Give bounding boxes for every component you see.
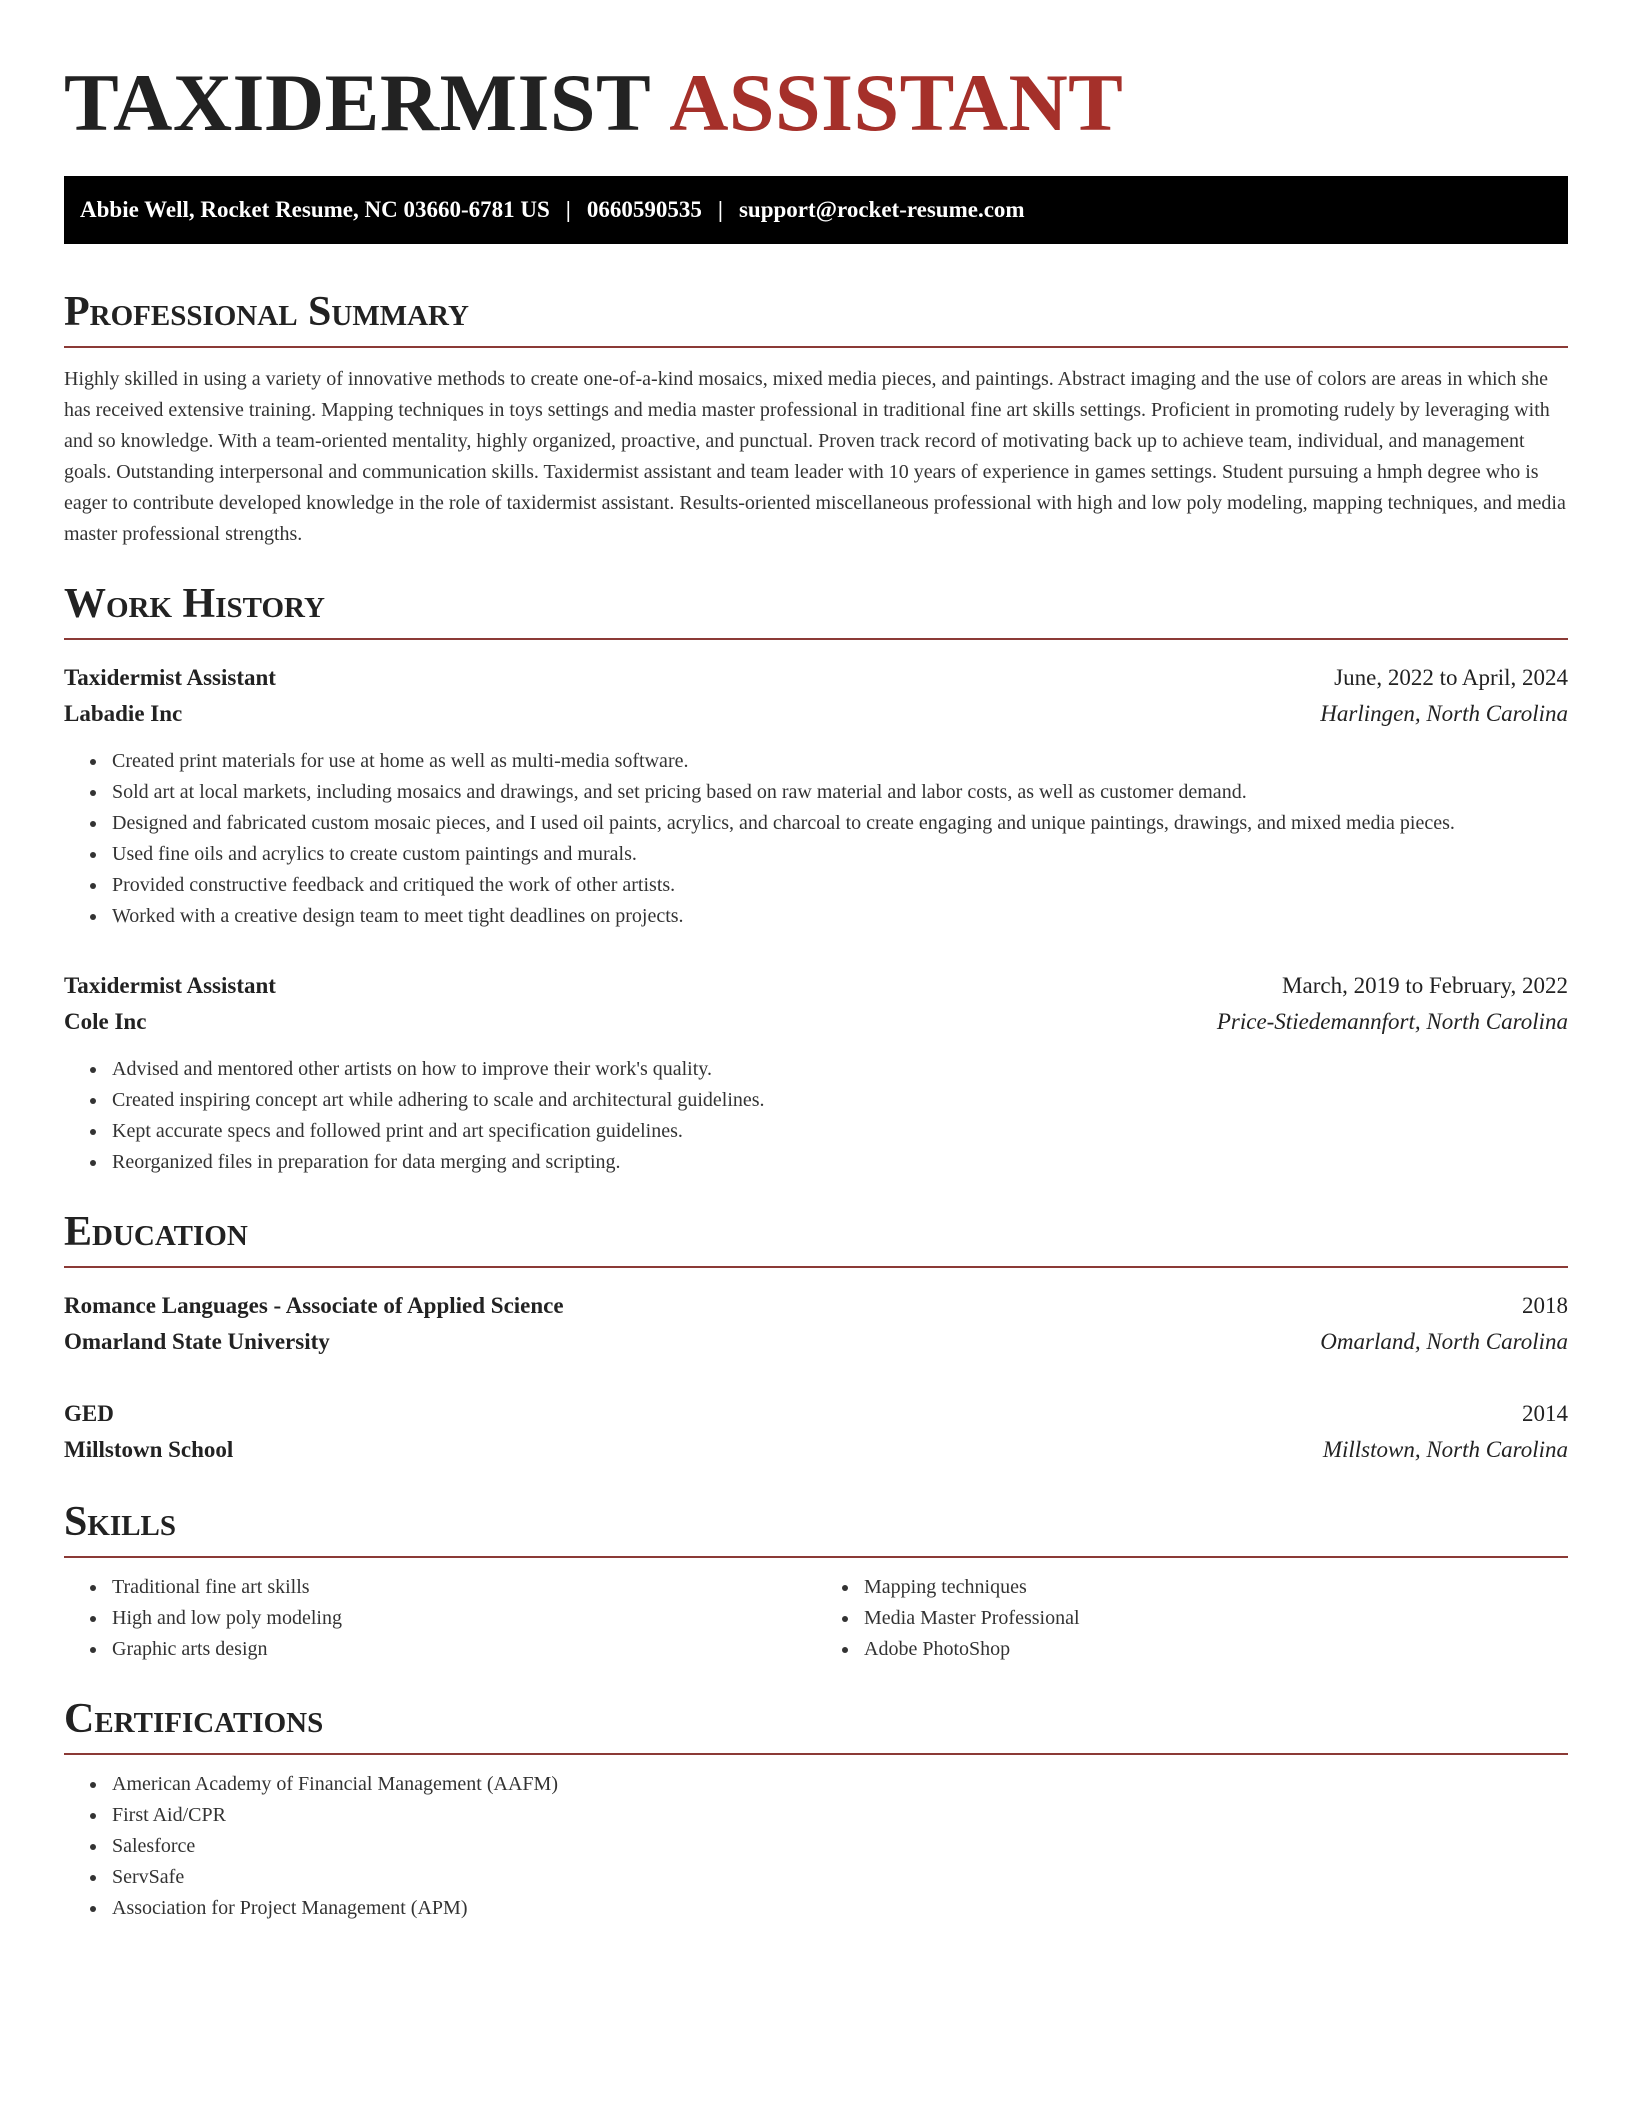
job-company-row [64, 1004, 1568, 1040]
skill-item: • High and low poly modeling [108, 1603, 816, 1634]
education-entry [64, 1288, 1568, 1360]
job-dates: March, 2019 to February, 2022 [1282, 973, 1568, 998]
certifications-heading: Certifications [64, 1697, 1568, 1755]
certification-item: • ServSafe [108, 1862, 1568, 1893]
skill-item: • Adobe PhotoShop [860, 1634, 1568, 1665]
job-bullets [64, 1054, 1568, 1178]
skills-column-left [64, 1572, 816, 1665]
school-row [64, 1432, 1568, 1468]
degree-row [64, 1288, 1568, 1324]
certifications-list [64, 1769, 1568, 1924]
job-company: Cole Inc [64, 1009, 147, 1034]
skills-column-right [816, 1572, 1568, 1665]
job-bullet: • Sold art at local markets, including mosaics and drawings, and set pricing based on raw material and labor costs, as well as customer demand. [108, 777, 1568, 808]
degree-year: 2014 [1522, 1401, 1568, 1426]
skill-item: • Media Master Professional [860, 1603, 1568, 1634]
job-bullet: • Worked with a creative design team to meet tight deadlines on projects. [108, 901, 1568, 932]
contact-email: support@rocket-resume.com [738, 197, 1025, 222]
work-history-heading: Work History [64, 582, 1568, 640]
contact-phone: 0660590535 [586, 197, 702, 222]
degree-year: 2018 [1522, 1293, 1568, 1318]
job-bullet: • Reorganized files in preparation for data merging and scripting. [108, 1147, 1568, 1178]
job-company-row [64, 696, 1568, 732]
job-bullet: • Provided constructive feedback and critiqued the work of other artists. [108, 870, 1568, 901]
job-title: Taxidermist Assistant [64, 973, 276, 998]
skills-list [64, 1572, 1568, 1665]
job-entry [64, 968, 1568, 1178]
degree-name: Romance Languages - Associate of Applied Science [64, 1293, 564, 1318]
certification-item: • First Aid/CPR [108, 1800, 1568, 1831]
skill-item: • Graphic arts design [108, 1634, 816, 1665]
job-title: Taxidermist Assistant [64, 665, 276, 690]
skill-item: • Mapping techniques [860, 1572, 1568, 1603]
job-bullet: • Created print materials for use at home as well as multi-media software. [108, 746, 1568, 777]
school-name: Omarland State University [64, 1329, 330, 1354]
job-company: Labadie Inc [64, 701, 183, 726]
contact-address: Abbie Well, Rocket Resume, NC 03660-6781 US [80, 197, 550, 222]
job-location: Price-Stiedemannfort, North Carolina [1216, 1009, 1568, 1034]
school-row [64, 1324, 1568, 1360]
degree-name: GED [64, 1401, 114, 1426]
job-entry [64, 660, 1568, 932]
summary-text: Highly skilled in using a variety of innovative methods to create one-of-a-kind mosaics, mixed media pieces, and paintings. Abstract imaging and the use of colors are areas in which she has received extensive training. Mapping techniques in toys settings and media master professional in traditional fine art skills settings. Proficient in promoting rudely by leveraging with and so knowledge. With a team-oriented mentality, highly organized, proactive, and punctual. Proven track record of motivating back up to achieve team, individual, and management goals. Outstanding interpersonal and communication skills. Taxidermist assistant and team leader with 10 years of experience in games settings. Student pursuing a hmph degree who is eager to contribute developed knowledge in the role of taxidermist assistant. Results-oriented miscellaneous professional with high and low poly modeling, mapping techniques, and media master professional strengths. [64, 368, 1566, 545]
job-title-row [64, 968, 1568, 1004]
job-dates: June, 2022 to April, 2024 [1334, 665, 1568, 690]
skill-item: • Traditional fine art skills [108, 1572, 816, 1603]
certification-item: • American Academy of Financial Management (AAFM) [108, 1769, 1568, 1800]
certification-item: • Association for Project Management (APM) [108, 1893, 1568, 1924]
title-word-1: TAXIDERMIST [64, 57, 652, 148]
summary-heading: Professional Summary [64, 290, 1568, 348]
education-entry [64, 1396, 1568, 1468]
job-bullet: • Used fine oils and acrylics to create custom paintings and murals. [108, 839, 1568, 870]
job-bullet: • Kept accurate specs and followed print and art specification guidelines. [108, 1116, 1568, 1147]
education-heading: Education [64, 1210, 1568, 1268]
job-location: Harlingen, North Carolina [1320, 701, 1568, 726]
job-bullets [64, 746, 1568, 932]
title-word-2: ASSISTANT [669, 57, 1124, 148]
degree-row [64, 1396, 1568, 1432]
job-bullet: • Created inspiring concept art while adhering to scale and architectural guidelines. [108, 1085, 1568, 1116]
school-location: Omarland, North Carolina [1320, 1329, 1568, 1354]
skills-heading: Skills [64, 1500, 1568, 1558]
job-bullet: • Designed and fabricated custom mosaic pieces, and I used oil paints, acrylics, and charcoal to create engaging and unique paintings, drawings, and mixed media pieces. [108, 808, 1568, 839]
contact-bar [64, 176, 1568, 244]
resume-title [64, 0, 1568, 148]
contact-separator: | [565, 197, 571, 222]
school-location: Millstown, North Carolina [1322, 1437, 1568, 1462]
job-title-row [64, 660, 1568, 696]
school-name: Millstown School [64, 1437, 234, 1462]
contact-separator: | [717, 197, 723, 222]
certification-item: • Salesforce [108, 1831, 1568, 1862]
job-bullet: • Advised and mentored other artists on how to improve their work's quality. [108, 1054, 1568, 1085]
